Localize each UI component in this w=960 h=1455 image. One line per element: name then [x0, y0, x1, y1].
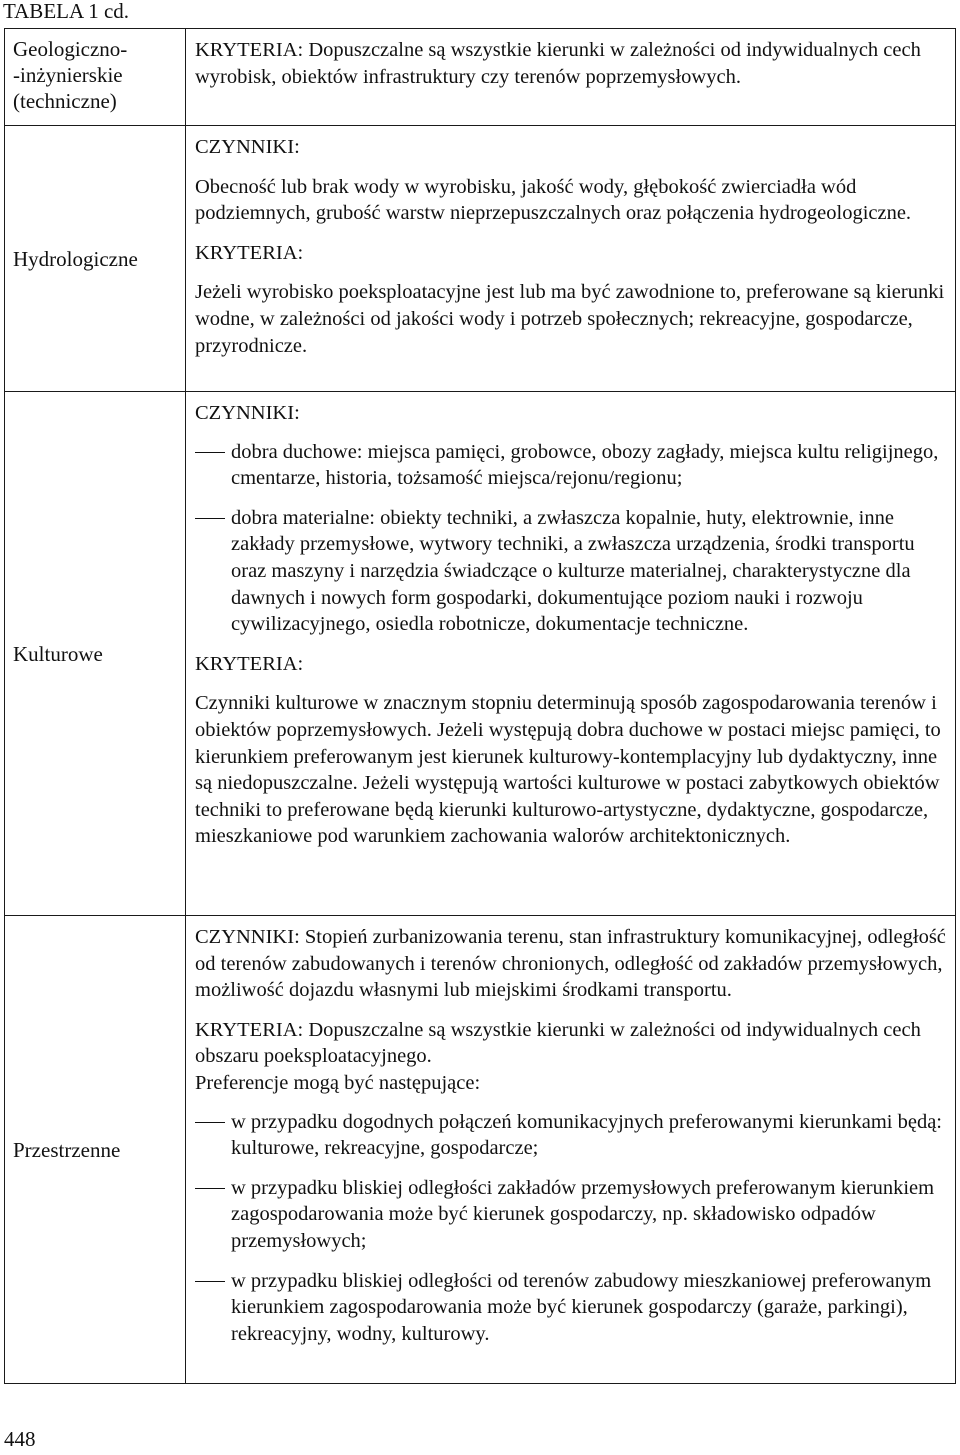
czynniki-label: CZYNNIKI:	[195, 402, 300, 424]
list-item-text: w przypadku dogodnych połączeń komunikacyjnych preferowanymi kierunkami będą: kulturowe, rekreacyjne, gospodarcze;	[231, 1110, 943, 1160]
page-number: 448	[4, 1427, 36, 1451]
czynniki-list	[195, 439, 949, 638]
list-item	[195, 439, 949, 492]
dash-bullet-icon	[195, 1281, 225, 1282]
description-cell-hydrological	[186, 126, 956, 392]
category-cell-cultural	[5, 392, 186, 916]
table-caption: TABELA 1 cd.	[3, 0, 130, 23]
description-cell-geological	[186, 29, 956, 126]
dash-bullet-icon	[195, 518, 225, 519]
czynniki-text: CZYNNIKI: Stopień zurbanizowania terenu, stan infrastruktury komunikacyjnej, odległość od terenów zabudowanych i terenów chronionych, odległość od zakładów przemysłowych, możliwość dojazdu własnymi lub miejskimi środkami transportu.	[195, 926, 946, 1002]
list-item-text: w przypadku bliskiej odległości zakładów przemysłowych preferowanym kierunkiem zagospodarowania może być kierunek gospodarczy, np. składowisko odpadów przemysłowych;	[231, 1176, 935, 1252]
kryteria-text: Czynniki kulturowe w znacznym stopniu determinują sposób zagospodarowania terenów i obiektów poprzemysłowych. Jeżeli występują dobra duchowe w postaci miejsc pamięci, to kierunkiem preferowanym jest kierunek kulturowy-kontemplacyjny lub dydaktyczny, inne są niedopuszczalne. Jeżeli występują wartości kulturowe w postaci zabytkowych obiektów techniki to preferowane będą kierunki kulturowo-artystyczne, dydaktyczne, gospodarcze, mieszkaniowe pod warunkiem zachowania walorów architektonicznych.	[195, 692, 941, 848]
description-cell-cultural	[186, 392, 956, 916]
category-cell-spatial	[5, 916, 186, 1384]
dash-bullet-icon	[195, 1122, 225, 1123]
kryteria-text: KRYTERIA: Dopuszczalne są wszystkie kierunki w zależności od indywidualnych cech wyrobisk, obiektów infrastruktury czy terenów poprzemysłowych.	[195, 39, 921, 88]
table-row-geological	[5, 29, 956, 126]
list-item	[195, 1268, 949, 1348]
preferencje-text: Preferencje mogą być następujące:	[195, 1071, 481, 1094]
dash-bullet-icon	[195, 1188, 225, 1189]
table-row-cultural	[5, 392, 956, 916]
description-cell-spatial	[186, 916, 956, 1384]
list-item	[195, 1175, 949, 1255]
category-label-line: -inżynierskie	[13, 63, 123, 87]
criteria-table	[4, 28, 956, 1384]
czynniki-text: Obecność lub brak wody w wyrobisku, jakość wody, głębokość zwierciadła wód podziemnych, grubość warstw nieprzepuszczalnych oraz połączenia hydrogeologiczne.	[195, 175, 912, 225]
category-label: Przestrzenne	[13, 1137, 121, 1162]
preferencje-list	[195, 1109, 949, 1348]
kryteria-label: KRYTERIA:	[195, 652, 304, 675]
category-cell-hydrological	[5, 126, 186, 392]
kryteria-label: KRYTERIA:	[195, 241, 304, 264]
kryteria-text: Jeżeli wyrobisko poeksploatacyjne jest lub ma być zawodnione to, preferowane są kierunki wodne, w zależności od jakości wody i potrzeb społecznych; rekreacyjne, gospodarcze, przyrodnicze.	[195, 281, 945, 357]
czynniki-label: CZYNNIKI:	[195, 136, 300, 158]
table-row-hydrological	[5, 126, 956, 392]
list-item-text: dobra duchowe: miejsca pamięci, grobowce, obozy zagłady, miejsca kultu religijnego, cmentarze, historia, tożsamość miejsca/rejonu/regionu;	[231, 440, 939, 490]
category-label-line: (techniczne)	[13, 89, 117, 113]
category-label: Hydrologiczne	[13, 246, 138, 271]
category-cell-geological	[5, 29, 186, 126]
list-item	[195, 1109, 949, 1162]
kryteria-text: KRYTERIA: Dopuszczalne są wszystkie kierunki w zależności od indywidualnych cech obszaru poeksploatacyjnego.	[195, 1018, 921, 1068]
table-row-spatial	[5, 916, 956, 1384]
list-item	[195, 505, 949, 638]
list-item-text: dobra materialne: obiekty techniki, a zwłaszcza kopalnie, huty, elektrownie, inne zakłady przemysłowe, wytwory techniki, a zwłaszcza urządzenia, środki transportu oraz maszyny i narzędzia świadczące o kulturze materialnej, charakterystyczne dla dawnych i nowych form gospodarki, dokumentujące poziom nauki i rozwoju cywilizacyjnego, osiedla robotnicze, dokumentacje techniczne.	[231, 506, 915, 636]
category-label-line: Geologiczno-	[13, 37, 128, 61]
dash-bullet-icon	[195, 452, 225, 453]
list-item-text: w przypadku bliskiej odległości od terenów zabudowy mieszkaniowej preferowanym kierunkiem zagospodarowania może być kierunek gospodarczy (garaże, parkingi), rekreacyjny, wodny, kulturowy.	[231, 1269, 932, 1345]
category-label: Kulturowe	[13, 641, 103, 666]
